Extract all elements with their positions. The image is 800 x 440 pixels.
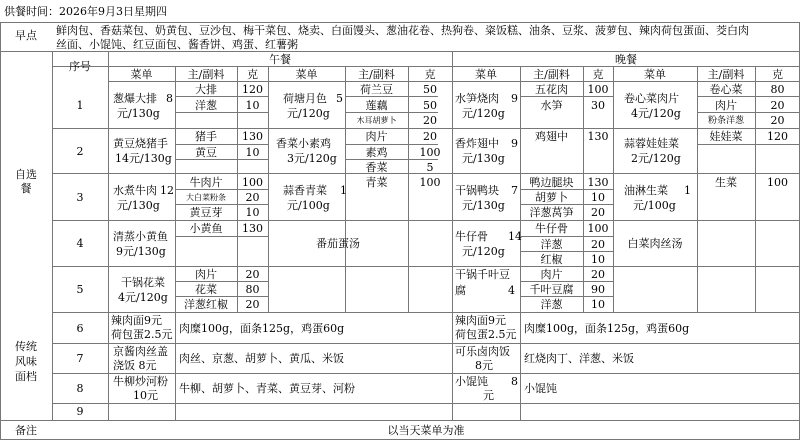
ingredient: 香菜 <box>365 161 388 174</box>
dish-name: 蒜蓉娃娃菜 <box>624 137 679 150</box>
breakfast-items-line1: 鲜肉包、香菇菜包、奶黄包、豆沙包、梅干菜包、烧卖、白面馒头、葱油花卷、热狗卷、粢饭糕、油条、豆浆、菠萝包、辣肉荷包蛋面、茭白肉 <box>56 24 749 37</box>
grams: 130 <box>587 176 609 189</box>
grams: 130 <box>242 130 263 143</box>
ingredient: 千叶豆腐 <box>529 283 574 296</box>
ingredient: 洋葱 <box>195 99 217 112</box>
dish-price: 元/130g <box>462 199 505 212</box>
ingredient: 小黄鱼 <box>189 222 223 235</box>
ingredient: 牛肉片 <box>189 176 223 189</box>
ingredient: 肉片 <box>195 268 217 281</box>
ingredient: 水笋 <box>540 99 563 112</box>
dish-name: 蒜香青菜 <box>283 184 327 197</box>
breakfast-label: 早点 <box>15 29 37 42</box>
col-dish: 菜单 <box>295 68 318 81</box>
grams: 5 <box>426 161 434 174</box>
remarks-note: 以当天菜单为准 <box>387 424 465 437</box>
ingredient: 生菜 <box>715 176 737 189</box>
grams: 10 <box>591 298 605 311</box>
noodle-dish-line2: 10元 <box>133 389 158 402</box>
grams: 100 <box>419 146 441 159</box>
ingredient: 牛仔骨 <box>535 222 568 235</box>
ingredient: 黄豆 <box>195 146 217 159</box>
ingredient: 五花肉 <box>535 83 568 96</box>
ingredient: 荷兰豆 <box>360 83 393 96</box>
noodle-label-3: 面档 <box>15 370 37 383</box>
ingredient: 青菜 <box>365 176 388 189</box>
ingredient: 木耳胡萝卜 <box>356 116 397 125</box>
ingredient: 粉条洋葱 <box>707 116 744 126</box>
grams: 20 <box>591 206 605 219</box>
grams: 10 <box>245 99 260 112</box>
grams: 20 <box>591 268 605 281</box>
row-seq: 1 <box>76 99 84 112</box>
grams: 100 <box>587 83 609 96</box>
dish-price-num: 9 <box>511 137 518 150</box>
grams: 10 <box>245 206 260 219</box>
dish-price: 2元/120g <box>631 152 681 165</box>
noodle-ingredients: 牛柳、胡萝卜、青菜、黄豆芽、河粉 <box>179 382 355 395</box>
dish-name: 干锅鸭块 <box>455 184 499 197</box>
ingredient: 猪手 <box>195 130 217 143</box>
noodle-ingredients: 肉丝、京葱、胡萝卜、黄瓜、米饭 <box>179 352 344 365</box>
dish-price: 元/130g <box>117 107 160 120</box>
dish-price: 4元/120g <box>118 291 168 304</box>
col-dish: 菜单 <box>130 68 153 81</box>
noodle-label-2: 风味 <box>15 355 37 368</box>
grams: 130 <box>242 222 263 235</box>
grams: 80 <box>770 83 785 96</box>
dish-name: 水煮牛肉 <box>113 184 157 197</box>
noodle-dish-line2: 荷包蛋2.5元 <box>455 328 517 341</box>
dish-name: 荷塘月色 <box>283 92 327 105</box>
noodle-dish: 京酱肉丝盖 <box>113 345 168 358</box>
remarks-label: 备注 <box>15 424 37 437</box>
dish-price-num: 5 <box>336 92 343 105</box>
ingredient: 鸭边腿块 <box>529 176 574 189</box>
ingredient: 花菜 <box>195 283 217 296</box>
ingredient: 洋葱 <box>540 238 563 251</box>
row-seq: 7 <box>76 352 84 365</box>
ingredient: 洋葱 <box>540 298 563 311</box>
dish-price: 元/100g <box>287 199 330 212</box>
dish-price-num: 1 <box>340 184 347 197</box>
ingredient: 大排 <box>195 83 217 96</box>
dish-price-num: 12 <box>160 184 174 197</box>
noodle-ingredients: 红烧肉丁、洋葱、米饭 <box>524 352 634 365</box>
col-grams: 克 <box>424 68 436 81</box>
dish-price: 3元/120g <box>287 152 337 165</box>
grams: 20 <box>245 191 260 204</box>
col-ingredient: 主/副料 <box>358 68 395 81</box>
grams: 20 <box>770 99 785 112</box>
dish-price: 元/120g <box>287 107 330 120</box>
noodle-dish: 辣肉面9元 <box>455 314 506 327</box>
ingredient: 洋葱莴笋 <box>529 206 574 219</box>
noodle-dish: 牛柳炒河粉 <box>113 375 168 388</box>
noodle-dish: 小馄饨 <box>455 375 488 388</box>
row-seq: 2 <box>76 145 84 158</box>
noodle-ingredients: 小馄饨 <box>524 382 557 395</box>
grams: 90 <box>591 283 605 296</box>
ingredient: 肉片 <box>365 130 388 143</box>
grams: 80 <box>245 283 260 296</box>
dish-price-num: 4 <box>508 284 515 297</box>
noodle-dish-line2: 元 <box>483 389 494 402</box>
col-ingredient: 主/副料 <box>707 68 745 81</box>
ingredient: 大白菜粉条 <box>186 193 226 202</box>
noodle-dish-num: 8 <box>511 375 518 388</box>
row-seq: 3 <box>76 191 84 204</box>
grams: 100 <box>587 222 609 235</box>
dish-name: 葱爆大排 <box>113 92 157 105</box>
lunch-header: 午餐 <box>269 53 291 66</box>
ingredient: 莲藕 <box>365 99 388 112</box>
col-dish: 菜单 <box>644 68 666 81</box>
grams: 20 <box>770 114 785 127</box>
dish-price-num: 8 <box>166 92 173 105</box>
noodle-dish-line2: 荷包蛋2.5元 <box>111 328 173 341</box>
dish-price: 14元/130g <box>115 152 172 165</box>
ingredient: 肉片 <box>715 99 737 112</box>
row-seq: 9 <box>76 405 84 418</box>
self-select-label: 自选 <box>15 168 37 181</box>
noodle-ingredients: 肉糜100g，面条125g，鸡蛋60g <box>524 322 690 335</box>
grams: 100 <box>419 176 441 189</box>
dish-price: 元/130g <box>462 152 505 165</box>
dish-name: 香菜小素鸡 <box>276 137 331 150</box>
service-date: 供餐时间：2026年9月3日星期四 <box>4 5 167 18</box>
dish-price: 4元/120g <box>631 107 681 120</box>
dish-price-num: 7 <box>511 184 518 197</box>
ingredient: 肉片 <box>540 268 563 281</box>
row-seq: 4 <box>76 237 84 250</box>
dish-price-num: 9 <box>511 92 518 105</box>
dish-price-num: 1 <box>684 184 691 197</box>
dish-name: 卷心菜肉片 <box>624 92 679 105</box>
dish-price: 元/120g <box>462 107 505 120</box>
grams: 10 <box>245 146 260 159</box>
dish-name: 水笋烧肉 <box>455 92 499 105</box>
noodle-dish: 辣肉面9元 <box>111 314 162 327</box>
noodle-dish: 可乐卤肉饭 <box>455 345 510 358</box>
grams: 120 <box>767 130 788 143</box>
breakfast-items-line2: 丝面、小馄饨、红豆面包、酱香饼、鸡蛋、红薯粥 <box>56 38 298 51</box>
dish-name: 香炸翅中 <box>455 137 499 150</box>
col-grams: 克 <box>772 68 783 81</box>
dish-name: 番茄蛋汤 <box>316 237 360 250</box>
grams: 50 <box>423 83 437 96</box>
grams: 10 <box>591 253 605 266</box>
col-dish: 菜单 <box>475 68 497 81</box>
dish-price: 腐 <box>455 284 466 297</box>
grams: 20 <box>245 298 260 311</box>
noodle-label: 传统 <box>15 340 37 353</box>
col-ingredient: 主/副料 <box>187 68 225 81</box>
row-seq: 5 <box>76 283 84 296</box>
grams: 20 <box>245 268 260 281</box>
ingredient: 胡萝卜 <box>535 191 568 204</box>
dish-price: 元/130g <box>117 199 160 212</box>
dish-price: 元/100g <box>633 199 676 212</box>
dish-price-num: 14 <box>508 230 522 243</box>
grams: 130 <box>587 130 609 143</box>
dish-name: 牛仔骨 <box>455 230 488 243</box>
ingredient: 娃娃菜 <box>709 130 743 143</box>
grams: 20 <box>423 130 437 143</box>
row-seq: 6 <box>76 322 84 335</box>
col-grams: 克 <box>592 68 604 81</box>
dish-price: 元/120g <box>462 245 505 258</box>
dish-name: 黄豆烧猪手 <box>113 137 168 150</box>
col-grams: 克 <box>247 68 258 81</box>
ingredient: 洋葱红椒 <box>184 298 228 311</box>
dish-name: 干锅千叶豆 <box>455 268 510 281</box>
dish-name: 白菜肉丝汤 <box>627 237 683 250</box>
grams: 10 <box>591 191 605 204</box>
row-seq: 8 <box>76 382 84 395</box>
ingredient: 卷心菜 <box>709 83 743 96</box>
dinner-header: 晚餐 <box>615 53 637 66</box>
grams: 20 <box>591 238 605 251</box>
ingredient: 黄豆芽 <box>189 206 223 219</box>
grams: 100 <box>242 176 263 189</box>
dish-name: 油淋生菜 <box>624 184 668 197</box>
grams: 30 <box>591 99 605 112</box>
dish-price: 9元/130g <box>116 245 166 258</box>
ingredient: 红椒 <box>540 253 563 266</box>
ingredient: 鸡翅中 <box>535 130 568 143</box>
grams: 20 <box>423 114 437 127</box>
seq-header: 序号 <box>69 60 91 73</box>
noodle-ingredients: 肉糜100g，面条125g，鸡蛋60g <box>179 322 345 335</box>
col-ingredient: 主/副料 <box>533 68 570 81</box>
dish-name: 干锅花菜 <box>121 276 165 289</box>
ingredient: 素鸡 <box>365 146 388 159</box>
grams: 50 <box>423 99 437 112</box>
self-select-label-2: 餐 <box>20 182 32 195</box>
grams: 120 <box>242 83 263 96</box>
noodle-dish-line2: 8元 <box>475 359 493 372</box>
grams: 100 <box>767 176 788 189</box>
dish-name: 清蒸小黄鱼 <box>113 230 168 243</box>
noodle-dish-line2: 浇饭 8元 <box>113 359 157 372</box>
